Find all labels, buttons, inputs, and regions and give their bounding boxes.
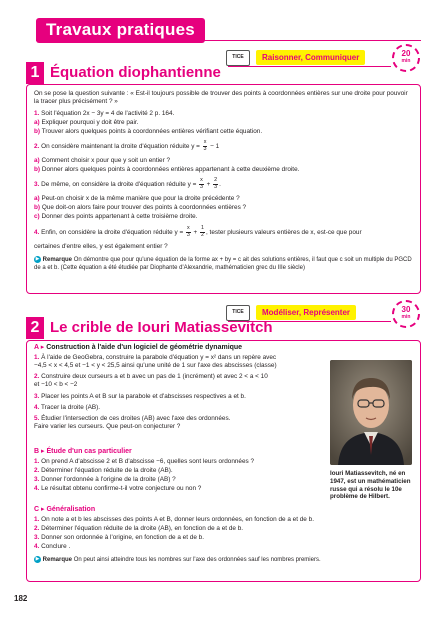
question-3b: b) Que doit-on alors faire pour trouver des points à coordonnées entières ? bbox=[34, 204, 247, 211]
part-a-step-2: 2. Construire deux curseurs a et b avec un pas de 1 (incrément) et avec 2 < a < 10 bbox=[34, 373, 268, 380]
tice-badge: TICE bbox=[226, 50, 250, 66]
question-1: 1. Soit l'équation 2x − 3y = 4 de l'activité 2 p. 164. bbox=[34, 110, 175, 117]
question-4-line2: certaines d'entre elles, y est également entier ? bbox=[34, 243, 168, 250]
fraction: $\frac{x}{3}$ bbox=[199, 177, 203, 190]
fraction: $\frac{x}{3}$ bbox=[203, 139, 207, 152]
fraction: $\frac{2}{3}$ bbox=[214, 177, 218, 190]
duration-unit: min bbox=[401, 58, 411, 64]
portrait-illustration bbox=[330, 360, 412, 465]
question-3c: c) Donner des points appartenant à cette troisième droite. bbox=[34, 213, 198, 220]
section-1-number: 1 bbox=[26, 62, 44, 84]
question-2: 2. On considère maintenant la droite d'équation réduite y = $\frac{x}{3}$ − 1 bbox=[34, 139, 220, 152]
duration-value: 30 bbox=[401, 305, 411, 314]
section-2-title: Le crible de Iouri Matiassevitch bbox=[50, 319, 273, 336]
portrait-caption: Iouri Matiassevitch, né en 1947, est un mathématicien russe qui a résolu le 10e problème de Hilbert. bbox=[330, 470, 411, 501]
portrait-photo bbox=[330, 360, 412, 465]
part-a-step-1: 1. À l'aide de GeoGebra, construire la parabole d'équation y = x² dans un repère avec bbox=[34, 354, 277, 361]
part-c-heading: C ▸ Généralisation bbox=[34, 506, 96, 513]
question-1b: b) Trouver alors quelques points à coordonnées entières vérifiant cette équation. bbox=[34, 128, 263, 135]
section-1-intro: On se pose la question suivante : « Est-il toujours possible de trouver des points à coordonnées entières sur une droite pour pouvoir la tracer plus précisément ? » bbox=[34, 90, 408, 105]
clock-icon bbox=[392, 44, 420, 72]
part-a-step-3: 3. Placer les points A et B sur la parabole et d'abscisses respectives a et b. bbox=[34, 393, 246, 400]
section-1-title: Équation diophantienne bbox=[50, 64, 221, 81]
remark-icon: ▶ bbox=[35, 256, 40, 262]
part-b-heading: B ▸ Étude d'un cas particulier bbox=[34, 448, 132, 455]
part-a-step-1-line2: −4,5 < x < 4,5 et −1 < y < 25,5 ainsi qu'une unité de 1 sur l'axe des abscisses (classe) bbox=[34, 362, 277, 369]
part-c-step-3: 3. Donner son ordonnée à l'origine, en fonction de a et de b. bbox=[34, 534, 205, 541]
part-b-step-2: 2. Déterminer l'équation réduite de la droite (AB). bbox=[34, 467, 173, 474]
part-b-step-3: 3. Donner l'ordonnée à l'origine de la droite (AB) ? bbox=[34, 476, 176, 483]
part-c-step-2: 2. Déterminer l'équation réduite de la droite (AB), en fonction de a et de b. bbox=[34, 525, 244, 532]
question-3: 3. De même, on considère la droite d'équation réduite y = $\frac{x}{3}$ + $\frac{2}{3}$ . bbox=[34, 177, 221, 190]
part-a-step-2-line2: et −10 < b < −2 bbox=[34, 381, 78, 388]
skill-tag: Modéliser, Représenter bbox=[256, 305, 356, 320]
question-3a: a) Peut-on choisir x de la même manière que pour la droite précédente ? bbox=[34, 195, 240, 202]
part-a-step-5: 5. Étudier l'intersection de ces droites (AB) avec l'axe des ordonnées. bbox=[34, 415, 231, 422]
part-a-heading: A ▸ Construction à l'aide d'un logiciel de géométrie dynamique bbox=[34, 344, 243, 351]
section-2-remark: ▶ Remarque On peut ainsi atteindre tous les nombres sur l'axe des ordonnées sauf les nombres premiers. bbox=[35, 556, 321, 564]
skill-tag: Raisonner, Communiquer bbox=[256, 50, 365, 65]
part-c-step-4: 4. Conclure . bbox=[34, 543, 71, 550]
page-title: Travaux pratiques bbox=[36, 18, 205, 43]
remark-icon: ▶ bbox=[35, 556, 40, 562]
clock-icon bbox=[392, 300, 420, 328]
section-1-rule bbox=[228, 66, 391, 67]
part-b-step-4: 4. Le résultat obtenu confirme-t-il votre conjecture ou non ? bbox=[34, 485, 202, 492]
fraction: $\frac{x}{3}$ bbox=[186, 225, 190, 238]
question-2b: b) Donner alors quelques points à coordonnées entières appartenant à cette deuxième droite. bbox=[34, 166, 300, 173]
page-number: 182 bbox=[14, 594, 28, 603]
part-b-step-1: 1. On prend A d'abscisse 2 et B d'abscisse −6, quelles sont leurs ordonnées ? bbox=[34, 458, 255, 465]
question-2a: a) Comment choisir x pour que y soit un entier ? bbox=[34, 157, 171, 164]
title-underline bbox=[36, 40, 421, 41]
duration-value: 20 bbox=[401, 49, 411, 58]
part-a-step-4: 4. Tracer la droite (AB). bbox=[34, 404, 101, 411]
question-4: 4. Enfin, on considère la droite d'équation réduite y = $\frac{x}{3}$ + $\frac{1}{2}$ , tester plusieurs valeurs entières de x, est-ce que pour bbox=[34, 225, 362, 238]
tice-badge: TICE bbox=[226, 305, 250, 321]
part-c-step-1: 1. On note a et b les abscisses des points A et B, donner leurs ordonnées, en fonction de a et de b. bbox=[34, 516, 314, 523]
question-1a: a) Expliquer pourquoi y doit être pair. bbox=[34, 119, 139, 126]
part-a-step-5-line2: Faire varier les curseurs. Que peut-on conjecturer ? bbox=[34, 423, 181, 430]
duration-unit: min bbox=[401, 314, 411, 320]
fraction: $\frac{1}{2}$ bbox=[201, 225, 204, 238]
section-1-remark: ▶ Remarque On démontre que pour qu'une équation de la forme ax + by = c ait des solutions entières, il faut que c soit un multiple du PGCD de a et b. (Cette équation a été étudiée par Diophante d'Alexandrie, mathématicien grec du IIIe siècle) bbox=[34, 256, 412, 272]
section-2-number: 2 bbox=[26, 317, 44, 339]
